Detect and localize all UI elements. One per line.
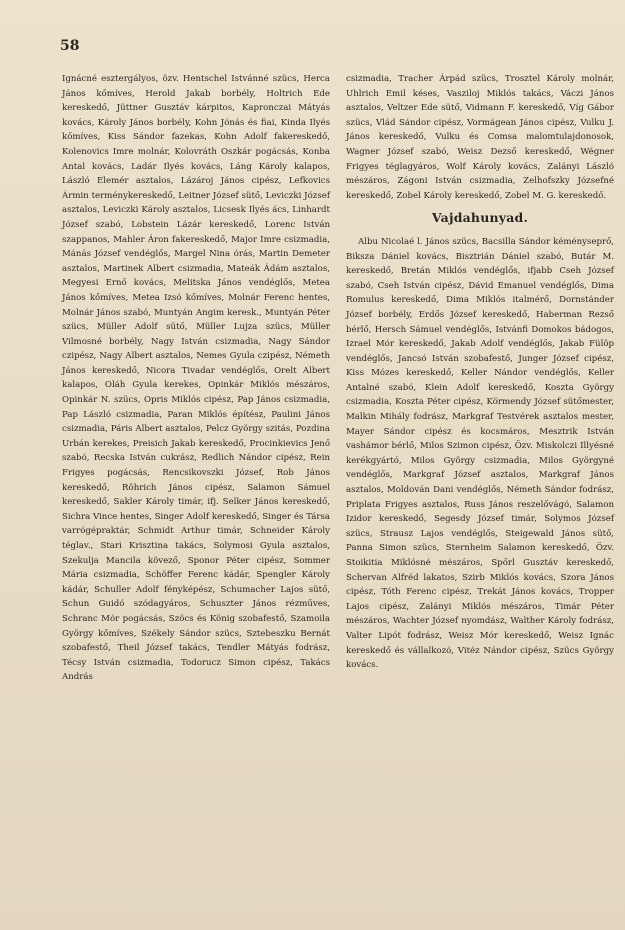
right-column — [346, 72, 614, 673]
left-column-text: Ignácné esztergályos, özv. Hentschel Istvánné szücs, Herca János kőmíves, Herold Jakab borbély, Holtrich Ede kereskedő, Jüttner Gusztáv kárpitos, Kapronczai Mátyás kovács, Károly János borbély, Kohn Jónás és fiai, Kinda Ilyés kőmíves, Kiss Sándor fazekas, Kohn Adolf fakereskedő, Kolenovics Imre molnár, Kolovráth Oszkár pogácsás, Konba Antal kovács, Ladár Ilyés kovács, Láng Károly kalapos, László Elemér asztalos, Lázároj János cipész, Lefkovics Ármin terménykereskedő, Leitner József sütő, Leviczki József asztalos, Leviczki Károly asztalos, Licsesk Ilyés ács, Linhardt József szabó, Lobstein Lázár kereskedő, Lorenc István szappanos, Mahler Áron fakereskedő, Major Imre csizmadia, Mánás József vendéglős, Margel Nina órás, Martin Demeter asztalos, Martinek Albert csizmadia, Mateák Ádám asztalos, Megyesi Ernő kovács, Melitska János vendéglős, Metea János kőmíves, Metea Izsó kőmíves, Molnár Ferenc hentes, Molnár János szabó, Muntyán Angim keresk., Muntyán Péter szücs, Müller Adolf sütő, Müller Lujza szücs, Müller Vilmosné borbély, Nagy István csizmadia, Nagy Sándor czipész, Nagy Albert asztalos, Nemes Gyula czipész, Németh János kereskedő, Nicora Tivadar vendéglős, Orelt Albert kalapos, Oláh Gyula kerekes, Opinkár Miklós mészáros, Opinkár N. szücs, Opris Miklós cipész, Pap János csizmadia, Pap László csizmadia, Paran Miklós építész, Paulini János csizmadia, Páris Albert asztalos, Pelcz György szitás, Pozdina Urbán kerekes, Preisich Jakab kereskedő, Procinkievics Jenő szabó, Recska István cukrász, Redlich Nándor cipész, Rein Frigyes pogácsás, Rencsikovszki József, Rob János kereskedő, Röhrich János cipész, Salamon Sámuel kereskedő, Sakler Károly timár, ifj. Selker János kereskedő, Sichra Vince hentes, Singer Adolf kereskedő, Singer és Társa varrógépraktár, Schmidt Arthur timár, Schneider Károly téglav., Stari Krisztina takács, Solymosi Gyula asztalos, Szekulja Mancila kövező, Sponor Péter cipész, Sommer Mária csizmadia, Schöffer Ferenc kádár, Spengler Károly kádár, Schuller Adolf fényképész, Schumacher Lajos sütő, Schun Guidó szódagyáros, Schuszter János rézműves, Schranc Mór pogácsás, Szöcs és König szobafestő, Szamoila György kőmíves, Székely Sándor szücs, Sztebeszku Bernát szobafestő, Theil József takács, Tendler Mátyás fodrász, Técsy István csizmadia, Todorucz Simon cipész, Takács András — [62, 74, 330, 683]
section-heading: Vajdahunyad. — [431, 210, 529, 226]
right-column-top-text: csizmadia, Tracher Árpád szücs, Trosztel Károly molnár, Uhlrich Emil késes, Vasziloj Miklós takács, Váczi János asztalos, Veltzer Ede sütő, Vidmann F. kereskedő, Víg Gábor szücs, Vlád Sándor cipész, Vormágean János cipész, Vulku J. János kereskedő, Vulku és Comsa malomtulajdonosok, Wagner József szabó, Weisz Dezső kereskedő, Wégner Frigyes téglagyáros, Wolf Károly kovács, Zalányi László mészáros, Zágoni István csizmadia, Zelhofszky Józsefné kereskedő, Zobel Károly kereskedő, Zobel M. G. kereskedő. — [346, 74, 614, 201]
right-column-bottom-text: Albu Nicolaé l. János szücs, Bacsilla Sándor kéményseprő, Biksza Dániel kovács, Bisztrián Dániel szabó, Butár M. kereskedő, Bretán Miklós vendéglős, ifjabb Cseh József szabó, Cseh István cipész, Dávid Emanuel vendéglős, Dima Romulus kereskedő, Dima Miklós italmérő, Dornstánder József borbély, Erdős József kereskedő, Haberman Rezső bérlő, Hersch Sámuel vendéglős, Istvánfi Domokos bádogos, Izrael Mór kereskedő, Jakab Adolf vendéglős, Jakab Fülöp vendéglős, Jancsó István szobafestő, Junger József cipész, Kiss Mózes kereskedő, Keller Nándor vendéglős, Keller Antalné szabó, Klein Adolf kereskedő, Koszta György csizmadia, Koszta Péter cipész, Körmendy József sütőmester, Malkin Mihály fodrász, Markgraf Testvérek asztalos mester, Mayer Sándor cipész és kocsmáros, Mesztrik István vashámor bérlő, Milos Szimon cipész, Özv. Miskolczi Illyésné kerékgyártó, Milos György csizmadia, Milos Györgyné vendéglős, Markgraf József asztalos, Markgraf János asztalos, Moldován Dani vendéglős, Németh Sándor fodrász, Priplata Frigyes asztalos, Russ János reszelővágó, Salamon Izidor kereskedő, Segesdy József timár, Solymos József szücs, Strausz Lajos vendéglős, Steigewald János sütő, Panna Simon szücs, Sternheim Salamon kereskedő, Özv. Stoikitia Miklósné mészáros, Spőrl Gusztáv kereskedő, Schervan Alfréd lakatos, Szirb Miklós kovács, Szora János cipész, Tóth Ferenc cipész, Trekát János kovács, Tropper Lajos cipész, Zalányi Miklós mészáros, Timár Péter mészáros, Wachter József nyomdász, Walther Károly fodrász, Valter Lipót fodrász, Weisz Mór kereskedő, Weisz Ignác kereskedő és vállalkozó, Vitéz Nándor cipész, Szücs György kovács. — [346, 236, 614, 671]
left-column — [62, 72, 330, 685]
page-number: 58 — [60, 38, 80, 54]
